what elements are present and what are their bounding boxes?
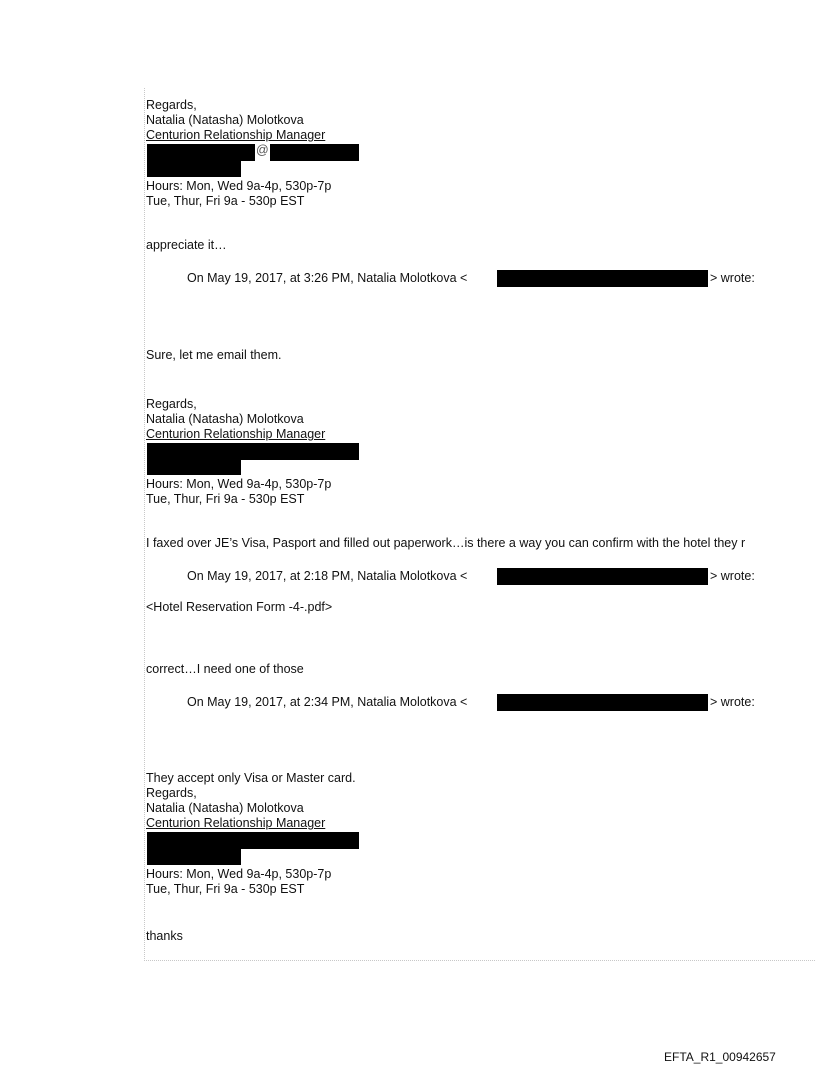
sig1-title: Centurion Relationship Manager (146, 128, 326, 142)
sig3-regards: Regards, (146, 786, 197, 800)
redaction-box (147, 161, 241, 177)
redaction-box (497, 568, 708, 585)
sig2-hours2: Tue, Thur, Fri 9a - 530p EST (146, 492, 305, 506)
redaction-box (147, 443, 359, 460)
redaction-box (270, 144, 359, 161)
document-id-footer: EFTA_R1_00942657 (664, 1050, 776, 1064)
quote3-suffix: > wrote: (710, 695, 755, 709)
quote3-prefix: On May 19, 2017, at 2:34 PM, Natalia Molotkova < (187, 695, 468, 709)
message-faxed: I faxed over JE’s Visa, Pasport and filled out paperwork…is there a way you can confirm with the hotel they r (146, 536, 746, 550)
sig2-regards: Regards, (146, 397, 197, 411)
sig1-regards: Regards, (146, 98, 197, 112)
sig1-hours2: Tue, Thur, Fri 9a - 530p EST (146, 194, 305, 208)
redaction-box (147, 832, 359, 849)
redaction-box (497, 694, 708, 711)
quote1-prefix: On May 19, 2017, at 3:26 PM, Natalia Molotkova < (187, 271, 468, 285)
sig1-name: Natalia (Natasha) Molotkova (146, 113, 304, 127)
message-correct: correct…I need one of those (146, 662, 304, 676)
quote2-suffix: > wrote: (710, 569, 755, 583)
sig3-hours2: Tue, Thur, Fri 9a - 530p EST (146, 882, 305, 896)
redaction-box (497, 270, 708, 287)
redaction-box (147, 849, 241, 865)
sig3-name: Natalia (Natasha) Molotkova (146, 801, 304, 815)
attachment-name: <Hotel Reservation Form -4-.pdf> (146, 600, 333, 614)
sig2-title: Centurion Relationship Manager (146, 427, 326, 441)
sig2-name: Natalia (Natasha) Molotkova (146, 412, 304, 426)
message-thanks: thanks (146, 929, 183, 943)
message-accept: They accept only Visa or Master card. (146, 771, 356, 785)
quote1-suffix: > wrote: (710, 271, 755, 285)
quote2-prefix: On May 19, 2017, at 2:18 PM, Natalia Molotkova < (187, 569, 468, 583)
redaction-box (147, 460, 241, 475)
redaction-box (147, 144, 255, 161)
sig2-hours1: Hours: Mon, Wed 9a-4p, 530p-7p (146, 477, 332, 491)
sig3-title: Centurion Relationship Manager (146, 816, 326, 830)
sig1-at-sign: @ (256, 143, 269, 157)
sig3-hours1: Hours: Mon, Wed 9a-4p, 530p-7p (146, 867, 332, 881)
sig1-hours1: Hours: Mon, Wed 9a-4p, 530p-7p (146, 179, 332, 193)
message-appreciate: appreciate it… (146, 238, 227, 252)
message-sure: Sure, let me email them. (146, 348, 282, 362)
